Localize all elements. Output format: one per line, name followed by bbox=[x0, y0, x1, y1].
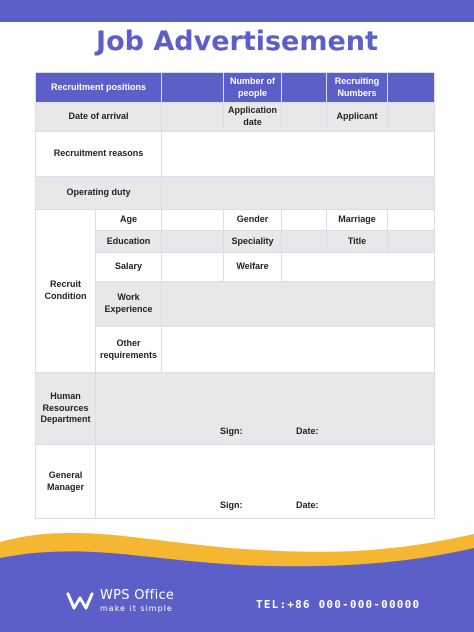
telephone-number: TEL:+86 000-000-00000 bbox=[256, 598, 421, 611]
title-value[interactable] bbox=[388, 231, 435, 253]
number-of-people-value[interactable] bbox=[282, 73, 327, 103]
hr-department-label: Human Resources Department bbox=[36, 373, 96, 445]
hr-department-approval[interactable] bbox=[96, 373, 435, 445]
recruiting-numbers-value[interactable] bbox=[388, 73, 435, 103]
application-date-label: Application date bbox=[224, 103, 282, 132]
recruiting-numbers-label: Recruiting Numbers bbox=[327, 73, 388, 103]
gender-label: Gender bbox=[224, 210, 282, 231]
title-label: Title bbox=[327, 231, 388, 253]
work-experience-value[interactable] bbox=[162, 282, 435, 327]
other-requirements-label: Other requirements bbox=[96, 327, 162, 373]
salary-label: Salary bbox=[96, 253, 162, 282]
welfare-value[interactable] bbox=[282, 253, 435, 282]
other-requirements-value[interactable] bbox=[162, 327, 435, 373]
education-label: Education bbox=[96, 231, 162, 253]
speciality-value[interactable] bbox=[282, 231, 327, 253]
education-value[interactable] bbox=[162, 231, 224, 253]
recruitment-reasons-label: Recruitment reasons bbox=[36, 132, 162, 177]
gender-value[interactable] bbox=[282, 210, 327, 231]
welfare-label: Welfare bbox=[224, 253, 282, 282]
top-accent-bar bbox=[0, 0, 474, 22]
operating-duty-label: Operating duty bbox=[36, 177, 162, 210]
page-title: Job Advertisement bbox=[96, 26, 378, 57]
operating-duty-value[interactable] bbox=[162, 177, 435, 210]
gm-sign-label: Sign: bbox=[220, 500, 243, 510]
salary-value[interactable] bbox=[162, 253, 224, 282]
hr-date-label: Date: bbox=[296, 426, 319, 436]
application-date-value[interactable] bbox=[282, 103, 327, 132]
date-of-arrival-label: Date of arrival bbox=[36, 103, 162, 132]
brand-tagline: make it simple bbox=[100, 604, 173, 613]
applicant-value[interactable] bbox=[388, 103, 435, 132]
footer-wave bbox=[0, 520, 474, 632]
speciality-label: Speciality bbox=[224, 231, 282, 253]
age-value[interactable] bbox=[162, 210, 224, 231]
work-experience-label: Work Experience bbox=[96, 282, 162, 327]
recruitment-positions-label: Recruitment positions bbox=[36, 73, 162, 103]
wps-logo-icon bbox=[66, 590, 94, 612]
number-of-people-label: Number of people bbox=[224, 73, 282, 103]
applicant-label: Applicant bbox=[327, 103, 388, 132]
general-manager-approval[interactable] bbox=[96, 445, 435, 519]
marriage-label: Marriage bbox=[327, 210, 388, 231]
hr-sign-label: Sign: bbox=[220, 426, 243, 436]
job-advertisement-form bbox=[35, 72, 435, 519]
date-of-arrival-value[interactable] bbox=[162, 103, 224, 132]
gm-date-label: Date: bbox=[296, 500, 319, 510]
age-label: Age bbox=[96, 210, 162, 231]
marriage-value[interactable] bbox=[388, 210, 435, 231]
brand-name: WPS Office bbox=[100, 588, 175, 603]
general-manager-label: General Manager bbox=[36, 445, 96, 519]
recruitment-reasons-value[interactable] bbox=[162, 132, 435, 177]
recruit-condition-label: Recruit Condition bbox=[36, 210, 96, 373]
recruitment-positions-value[interactable] bbox=[162, 73, 224, 103]
